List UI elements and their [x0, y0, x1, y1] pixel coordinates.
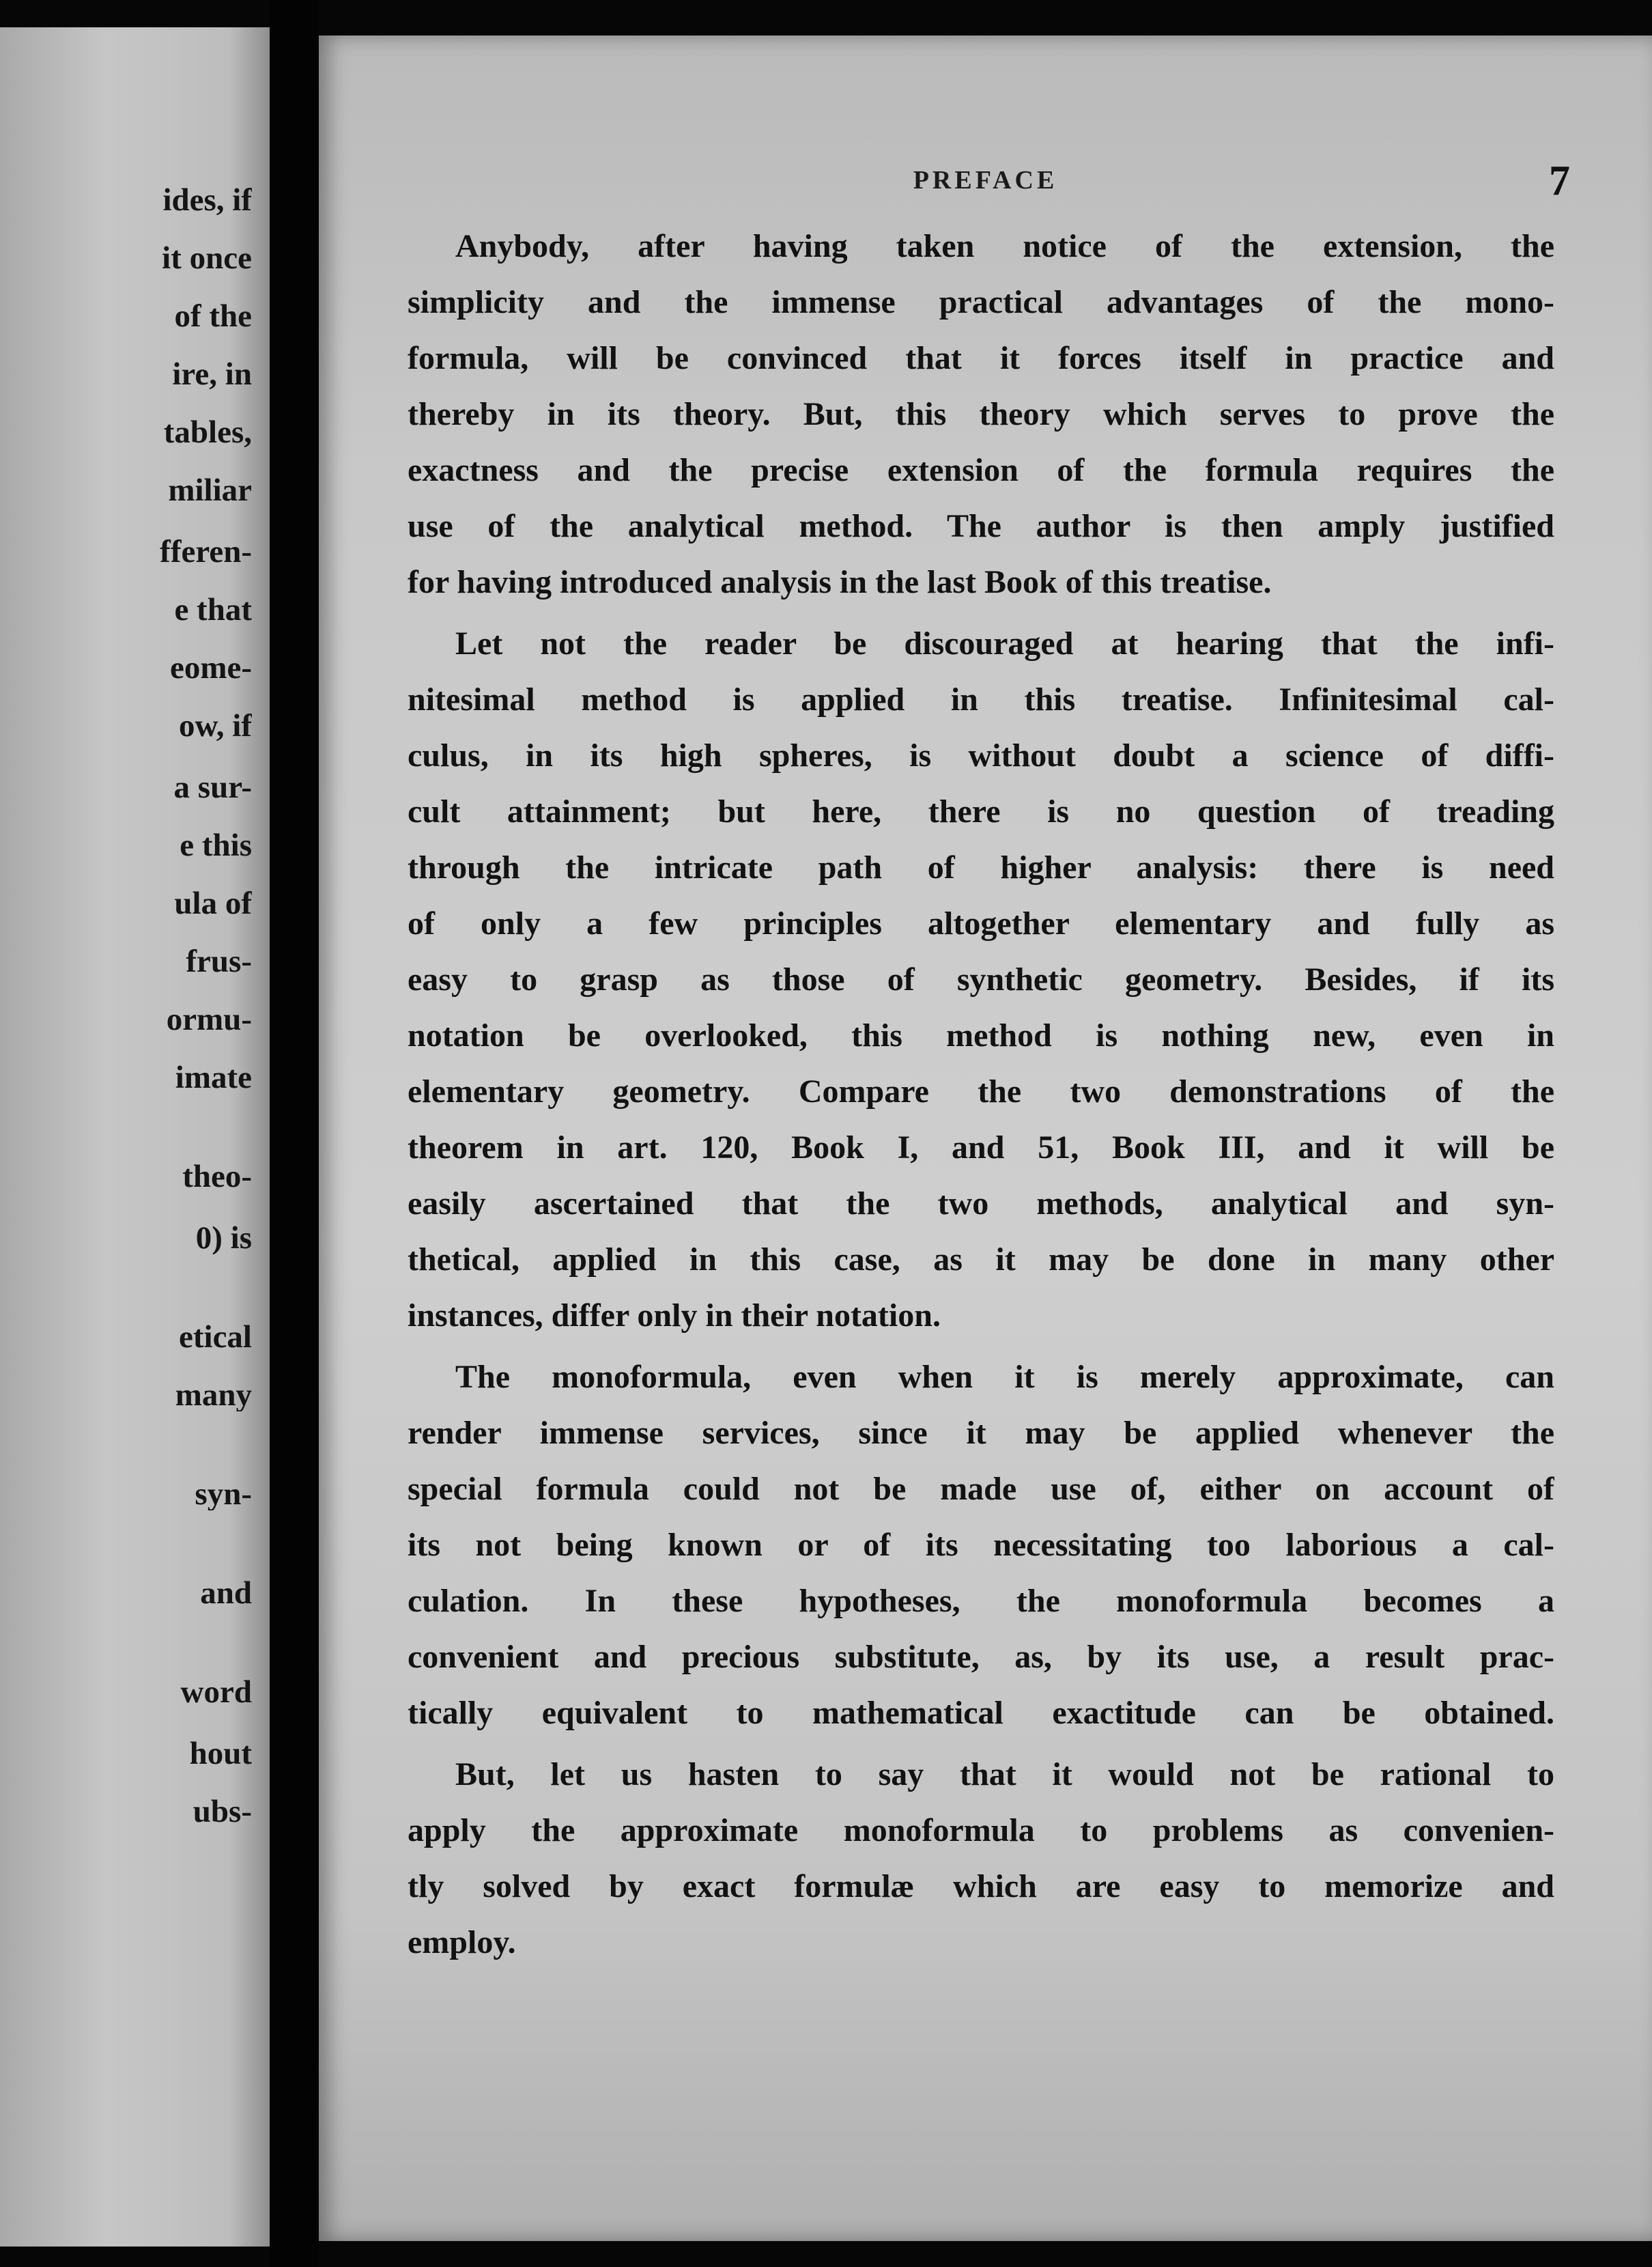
text-line: tically equivalent to mathematical exactitude can be obtained. — [408, 1695, 1554, 1731]
left-facing-page — [0, 27, 270, 2247]
left-page-line: syn- — [195, 1478, 252, 1510]
body-text — [408, 219, 1554, 1976]
left-page-line: imate — [175, 1062, 252, 1094]
text-line: Let not the reader be discouraged at hearing that the infi- — [455, 625, 1554, 662]
page-number: 7 — [1549, 158, 1570, 204]
text-line: nitesimal method is applied in this treatise. Infinitesimal cal- — [408, 681, 1554, 718]
left-page-line: ides, if — [162, 184, 252, 216]
left-page-line: many — [175, 1379, 252, 1411]
text-line: apply the approximate monoformula to problems as convenien- — [408, 1812, 1554, 1848]
text-line: exactness and the precise extension of the formula requires the — [408, 452, 1554, 488]
left-page-line: 0) is — [195, 1222, 252, 1254]
left-page-line: word — [180, 1676, 252, 1708]
left-page-line: fferen- — [160, 536, 252, 568]
paragraph-4 — [408, 1747, 1554, 1971]
left-page-line: ow, if — [178, 710, 252, 742]
text-line: simplicity and the immense practical advantages of the mono- — [408, 284, 1554, 320]
text-line: But, let us hasten to say that it would not be rational to — [455, 1756, 1554, 1792]
left-page-line: frus- — [186, 946, 252, 978]
text-line: special formula could not be made use of, either on account of — [408, 1471, 1554, 1507]
text-line: employ. — [408, 1924, 516, 1960]
paragraph-3 — [408, 1349, 1554, 1741]
paragraph-2 — [408, 616, 1554, 1344]
text-line: formula, will be convinced that it forces itself in practice and — [408, 340, 1554, 376]
left-page-line: hout — [189, 1738, 252, 1770]
text-line: culus, in its high spheres, is without doubt a science of diffi- — [408, 737, 1554, 774]
text-line: cult attainment; but here, there is no question of treading — [408, 793, 1554, 830]
text-line: theorem in art. 120, Book I, and 51, Book III, and it will be — [408, 1129, 1554, 1166]
left-page-line: etical — [179, 1321, 252, 1353]
text-line: for having introduced analysis in the last Book of this treatise. — [408, 564, 1272, 600]
left-page-line: e that — [174, 594, 252, 626]
text-line: instances, differ only in their notation. — [408, 1297, 941, 1334]
right-page — [319, 36, 1652, 2241]
text-line: convenient and precious substitute, as, by its use, a result prac- — [408, 1639, 1554, 1675]
left-page-line: theo- — [182, 1161, 252, 1193]
left-page-line: it once — [162, 242, 252, 274]
text-line: thetical, applied in this case, as it may be done in many other — [408, 1241, 1554, 1278]
text-line: its not being known or of its necessitating too laborious a cal- — [408, 1527, 1554, 1563]
left-page-line: ula of — [174, 888, 252, 920]
left-page-line: a sur- — [173, 772, 252, 804]
running-head: PREFACE — [913, 166, 1058, 195]
left-page-line: e this — [180, 830, 252, 862]
left-page-line: ubs- — [193, 1796, 252, 1828]
left-page-line: of the — [174, 300, 252, 333]
text-line: Anybody, after having taken notice of the extension, the — [455, 228, 1554, 264]
left-page-line: ire, in — [172, 358, 252, 391]
text-line: easy to grasp as those of synthetic geometry. Besides, if its — [408, 961, 1554, 998]
text-line: The monoformula, even when it is merely approximate, can — [455, 1359, 1554, 1395]
left-page-line: ormu- — [166, 1004, 252, 1036]
text-line: tly solved by exact formulæ which are easy to memorize and — [408, 1868, 1554, 1904]
text-line: of only a few principles altogether elementary and fully as — [408, 905, 1554, 942]
text-line: render immense services, since it may be applied whenever the — [408, 1415, 1554, 1451]
left-page-line: eome- — [169, 652, 252, 684]
text-line: notation be overlooked, this method is nothing new, even in — [408, 1017, 1554, 1054]
text-line: culation. In these hypotheses, the monoformula becomes a — [408, 1583, 1554, 1619]
left-page-line: tables, — [163, 417, 252, 449]
book-gutter — [270, 0, 319, 2267]
text-line: elementary geometry. Compare the two demonstrations of the — [408, 1073, 1554, 1110]
paragraph-1 — [408, 219, 1554, 610]
text-line: easily ascertained that the two methods, analytical and syn- — [408, 1185, 1554, 1222]
text-line: thereby in its theory. But, this theory which serves to prove the — [408, 396, 1554, 432]
text-line: use of the analytical method. The author is then amply justified — [408, 508, 1554, 544]
text-line: through the intricate path of higher analysis: there is need — [408, 849, 1554, 886]
left-page-line: and — [200, 1577, 252, 1609]
left-page-line: miliar — [168, 475, 252, 507]
